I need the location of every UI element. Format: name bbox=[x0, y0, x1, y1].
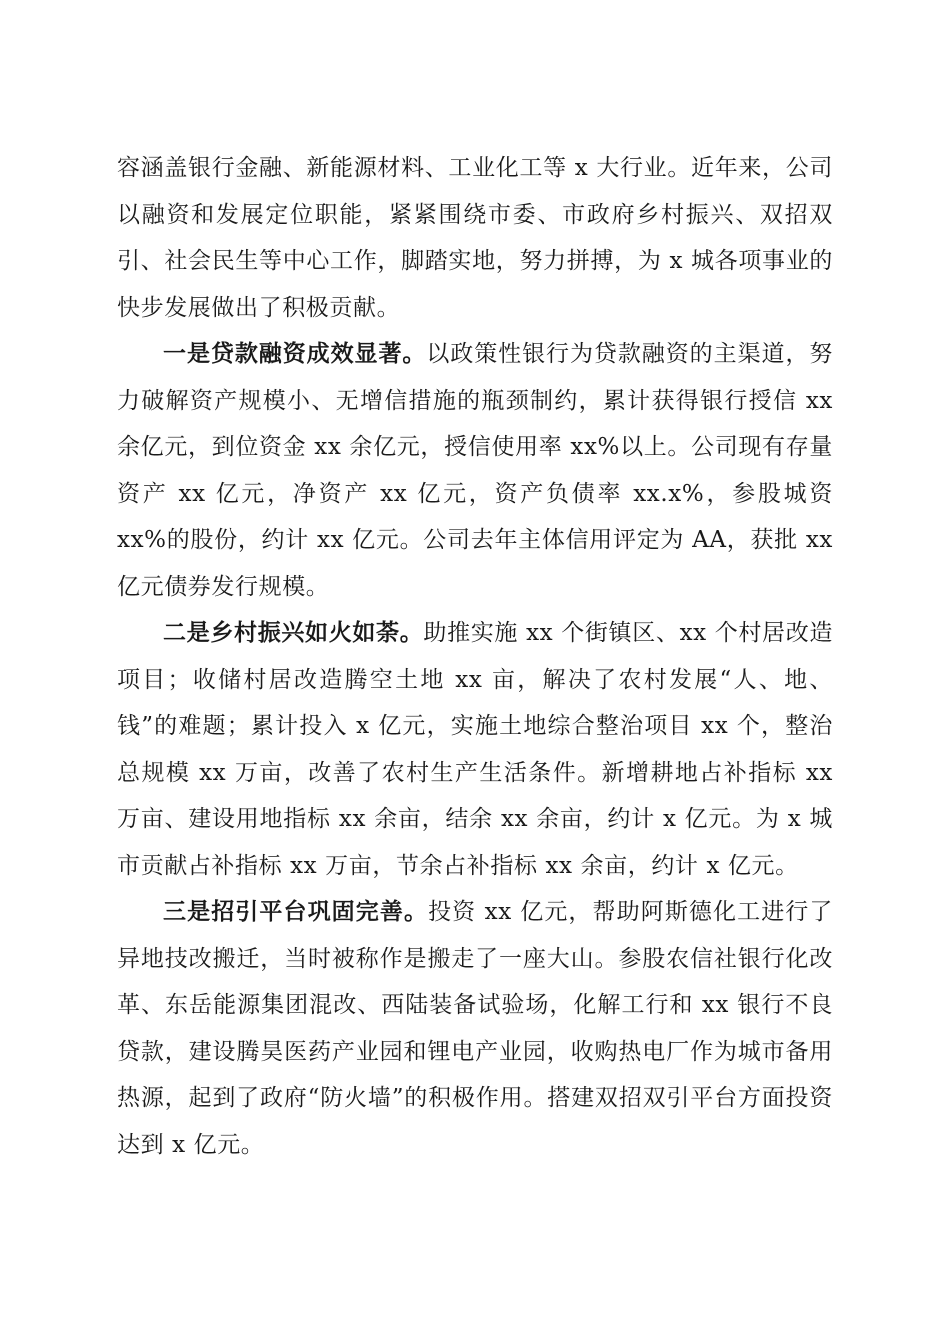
paragraph-investment-platform-heading: 三是招引平台巩固完善。 bbox=[163, 898, 429, 925]
paragraph-loan-financing bbox=[117, 331, 833, 610]
paragraph-investment-platform bbox=[117, 889, 833, 1168]
paragraph-rural-revitalization-heading: 二是乡村振兴如火如荼。 bbox=[163, 619, 424, 646]
paragraph-intro bbox=[117, 145, 833, 331]
paragraph-loan-financing-text: 以政策性银行为贷款融资的主渠道，努力破解资产规模小、无增信措施的瓶颈制约，累计获得银行授信 xx 余亿元，到位资金 xx 余亿元，授信使用率 xx%以上。公司现有存量资产 xx 亿元，净资产 xx 亿元，资产负债率 xx.x%，参股城资 xx%的股份，约计 xx 亿元。公司去年主体信用评定为 AA，获批 xx 亿元债券发行规模。 bbox=[117, 341, 833, 600]
document-body bbox=[117, 145, 833, 1168]
paragraph-investment-platform-text: 投资 xx 亿元，帮助阿斯德化工进行了异地技改搬迁，当时被称作是搬走了一座大山。参股农信社银行化改革、东岳能源集团混改、西陆装备试验场，化解工行和 xx 银行不良贷款，建设腾昊医药产业园和锂电产业园，收购热电厂作为城市备用热源，起到了政府“防火墙”的积极作用。搭建双招双引平台方面投资达到 x 亿元。 bbox=[117, 899, 833, 1158]
paragraph-loan-financing-heading: 一是贷款融资成效显著。 bbox=[163, 340, 427, 367]
paragraph-intro-text: 容涵盖银行金融、新能源材料、工业化工等 x 大行业。近年来，公司以融资和发展定位职能，紧紧围绕市委、市政府乡村振兴、双招双引、社会民生等中心工作，脚踏实地，努力拼搏，为 x 城各项事业的快步发展做出了积极贡献。 bbox=[117, 155, 833, 321]
paragraph-rural-revitalization bbox=[117, 610, 833, 889]
paragraph-rural-revitalization-text: 助推实施 xx 个街镇区、xx 个村居改造项目；收储村居改造腾空土地 xx 亩，解决了农村发展“人、地、钱”的难题；累计投入 x 亿元，实施土地综合整治项目 xx 个，整治总规模 xx 万亩，改善了农村生产生活条件。新增耕地占补指标 xx 万亩、建设用地指标 xx 余亩，结余 xx 余亩，约计 x 亿元。为 x 城市贡献占补指标 xx 万亩，节余占补指标 xx 余亩，约计 x 亿元。 bbox=[117, 620, 833, 879]
